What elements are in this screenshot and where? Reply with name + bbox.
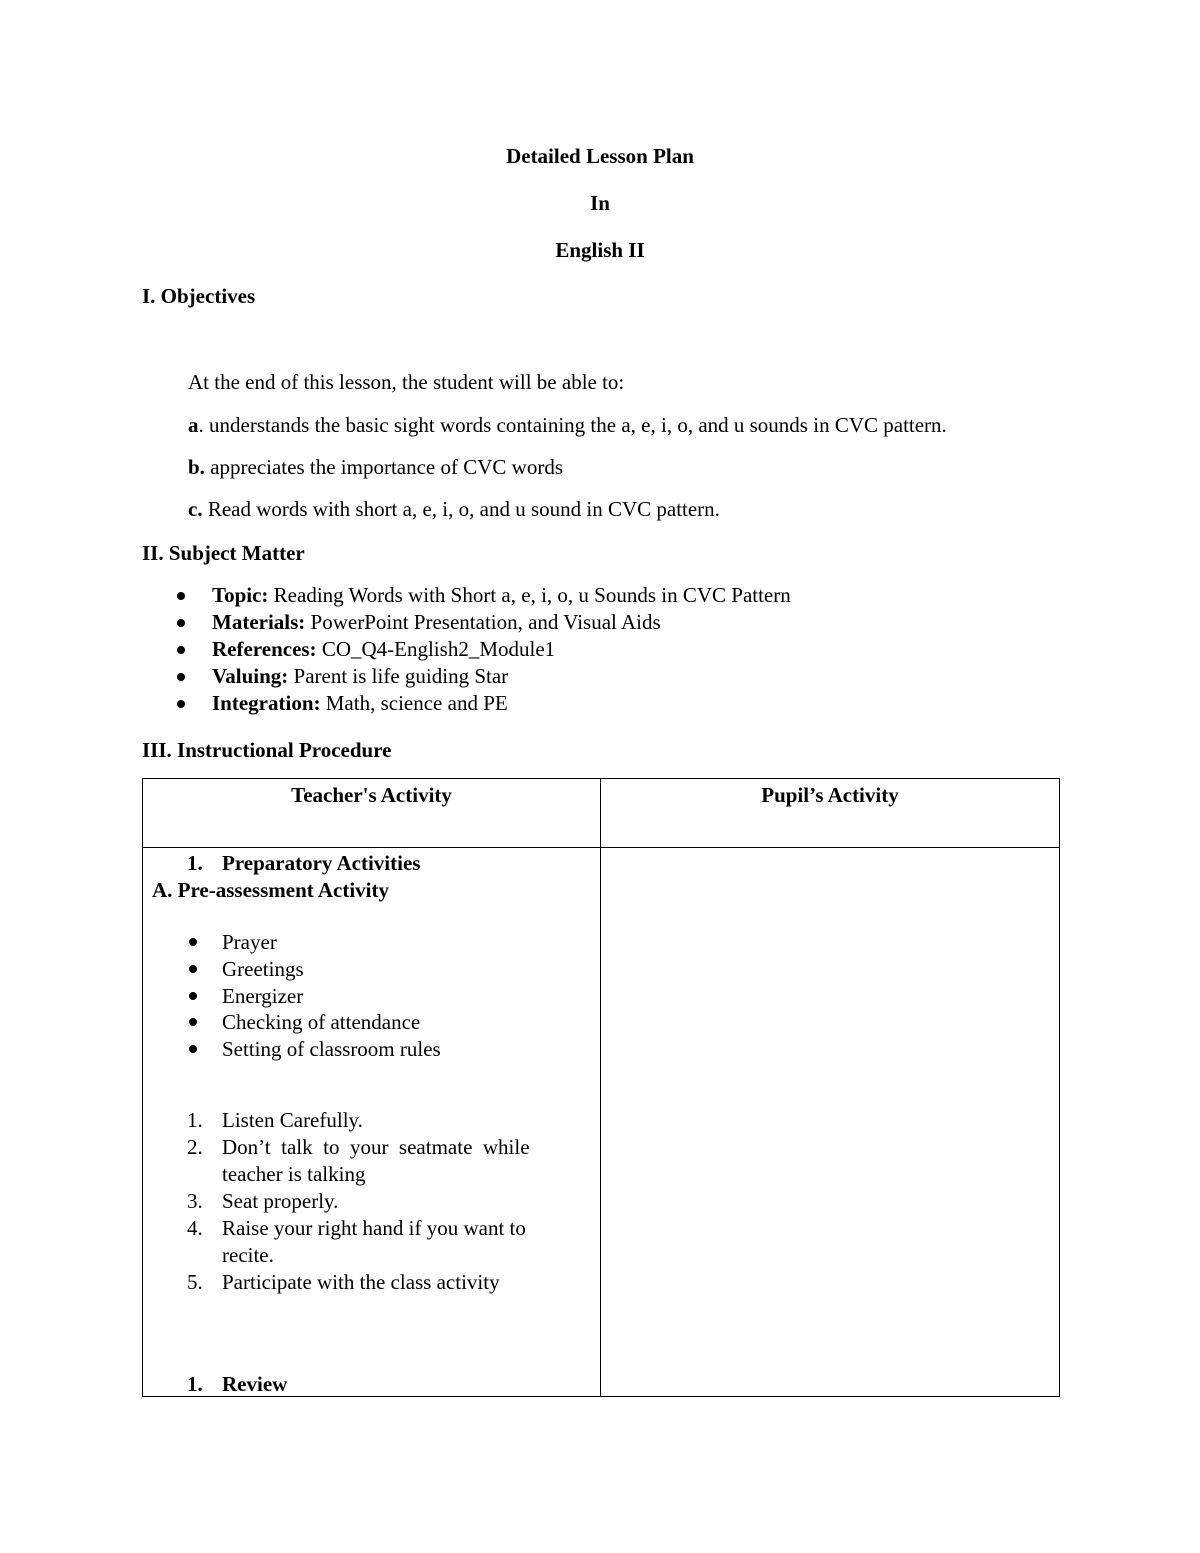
column-header-pupil: Pupil’s Activity: [601, 779, 1060, 848]
rule-number: 3.: [187, 1189, 203, 1213]
procedure-heading: III. Instructional Procedure: [142, 738, 392, 762]
routine-item: Energizer: [222, 984, 304, 1008]
list-item: [170, 636, 791, 663]
rule-number: 2.: [187, 1135, 203, 1159]
item-value: PowerPoint Presentation, and Visual Aids: [305, 610, 661, 634]
document-subject: English II: [555, 238, 645, 262]
column-header-teacher: Teacher's Activity: [143, 779, 601, 848]
bullet-icon: [189, 1018, 197, 1026]
objectives-heading: I. Objectives: [142, 284, 256, 308]
bullet-icon: [189, 938, 197, 946]
item-label: Materials:: [212, 610, 306, 634]
table-row: [143, 848, 1060, 1397]
item-value: Reading Words with Short a, e, i, o, u Sounds in CVC Pattern: [268, 583, 791, 607]
routine-item: Prayer: [222, 930, 277, 954]
item-value: Parent is life guiding Star: [288, 664, 509, 688]
item-value: CO_Q4-English2_Module1: [316, 637, 556, 661]
list-item: [170, 690, 791, 717]
bullet-icon: [177, 592, 185, 600]
list-item: [170, 582, 791, 609]
item-label: Topic:: [212, 583, 269, 607]
bullet-icon: [189, 992, 197, 1000]
document-subtitle: In: [590, 191, 610, 215]
document-title: Detailed Lesson Plan: [506, 144, 694, 168]
item-label: Valuing:: [212, 664, 289, 688]
objective-marker: a: [188, 413, 199, 437]
review-label: Review: [222, 1372, 288, 1396]
rule-number: 1.: [187, 1108, 203, 1132]
rule-text-continued: recite.: [222, 1243, 274, 1267]
objectives-intro: At the end of this lesson, the student will be able to:: [188, 370, 625, 394]
bullet-icon: [189, 1045, 197, 1053]
procedure-table: [142, 778, 1060, 1397]
teacher-activity-cell: [143, 848, 601, 1397]
objective-marker: b.: [188, 455, 205, 479]
bullet-icon: [189, 965, 197, 973]
item-label: Integration:: [212, 691, 321, 715]
bullet-icon: [177, 700, 185, 708]
list-item: [170, 663, 791, 690]
rule-number: 4.: [187, 1216, 203, 1240]
rule-text: Listen Carefully.: [222, 1108, 363, 1132]
list-item: [170, 609, 791, 636]
rule-text: Seat properly.: [222, 1189, 339, 1213]
preparatory-label: Preparatory Activities: [222, 851, 421, 875]
table-header-row: [143, 779, 1060, 848]
objective-item-a: [188, 413, 947, 438]
objective-text: . understands the basic sight words containing the a, e, i, o, and u sounds in CVC pattern.: [198, 413, 947, 437]
objective-item-b: [188, 455, 563, 480]
rule-text: Don’t talk to your seatmate while: [222, 1135, 530, 1159]
rule-text: Participate with the class activity: [222, 1270, 500, 1294]
objective-item-c: [188, 497, 720, 522]
rule-text-continued: teacher is talking: [222, 1162, 366, 1186]
pupil-activity-cell: [601, 848, 1060, 1397]
rule-number: 5.: [187, 1270, 203, 1294]
routine-item: Setting of classroom rules: [222, 1037, 441, 1061]
subject-matter-heading: II. Subject Matter: [142, 541, 305, 565]
objective-marker: c.: [188, 497, 203, 521]
routine-item: Checking of attendance: [222, 1010, 421, 1034]
item-label: References:: [212, 637, 317, 661]
item-value: Math, science and PE: [320, 691, 508, 715]
rule-text: Raise your right hand if you want to: [222, 1216, 526, 1240]
review-number: 1.: [187, 1372, 203, 1396]
preparatory-number: 1.: [187, 851, 203, 875]
routine-item: Greetings: [222, 957, 304, 981]
bullet-icon: [177, 619, 185, 627]
pre-assessment-heading: A. Pre-assessment Activity: [152, 878, 389, 902]
objective-text: appreciates the importance of CVC words: [204, 455, 563, 479]
subject-matter-list: [170, 582, 791, 717]
bullet-icon: [177, 673, 185, 681]
objective-text: Read words with short a, e, i, o, and u sound in CVC pattern.: [202, 497, 720, 521]
bullet-icon: [177, 646, 185, 654]
